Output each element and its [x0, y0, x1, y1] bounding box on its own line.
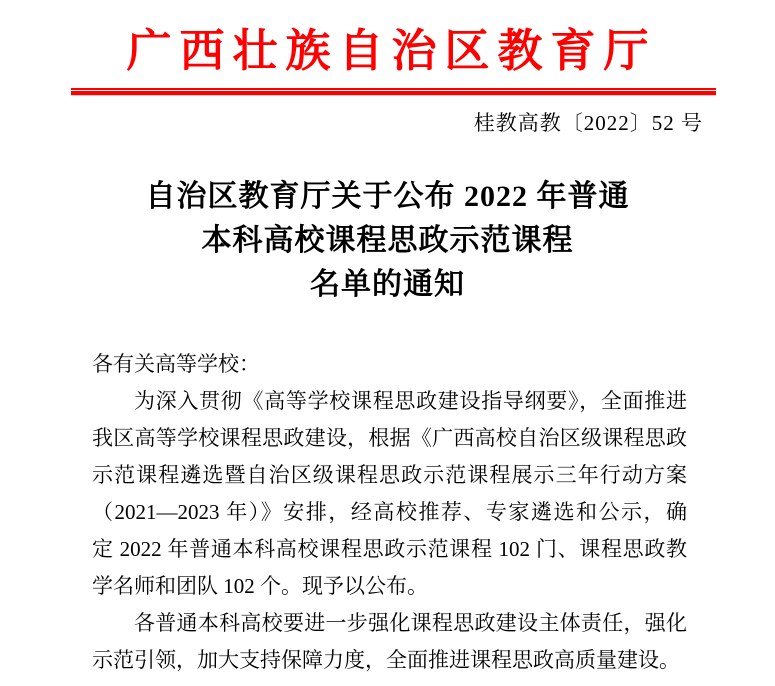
paragraph-1-line-5: 定 2022 年普通本科高校课程思政示范课程 102 门、课程思政教	[92, 537, 687, 561]
body-paragraph-2	[92, 605, 687, 679]
paragraph-1-line-1: 为深入贯彻《高等学校课程思政建设指导纲要》，全面推进	[134, 389, 687, 413]
document-number: 桂教高教〔2022〕52 号	[473, 111, 703, 135]
paragraph-1-line-6: 学名师和团队 102 个。现予以公布。	[92, 574, 428, 598]
paragraph-2-line-2: 示范引领，加大支持保障力度，全面推进课程思政高质量建设。	[92, 648, 680, 672]
notice-title	[0, 175, 775, 307]
salutation: 各有关高等学校：	[92, 352, 260, 376]
body-paragraph-1	[92, 383, 687, 605]
notice-title-line-2: 本科高校课程思政示范课程	[201, 224, 574, 257]
paragraph-1-line-4: （2021—2023 年）》安排，经高校推荐、专家遴选和公示，确	[92, 500, 687, 524]
notice-title-line-1: 自治区教育厅关于公布 2022 年普通	[145, 180, 630, 213]
agency-title: 广西壮族自治区教育厅	[126, 26, 657, 76]
paragraph-2-line-1: 各普通本科高校要进一步强化课程思政建设主体责任，强化	[134, 611, 687, 635]
document-body	[92, 346, 687, 679]
red-divider-line	[71, 88, 716, 96]
paragraph-1-line-2: 我区高等学校课程思政建设，根据《广西高校自治区级课程思政	[92, 426, 687, 450]
notice-title-line-3: 名单的通知	[310, 268, 465, 301]
paragraph-1-line-3: 示范课程遴选暨自治区级课程思政示范课程展示三年行动方案	[92, 463, 687, 487]
